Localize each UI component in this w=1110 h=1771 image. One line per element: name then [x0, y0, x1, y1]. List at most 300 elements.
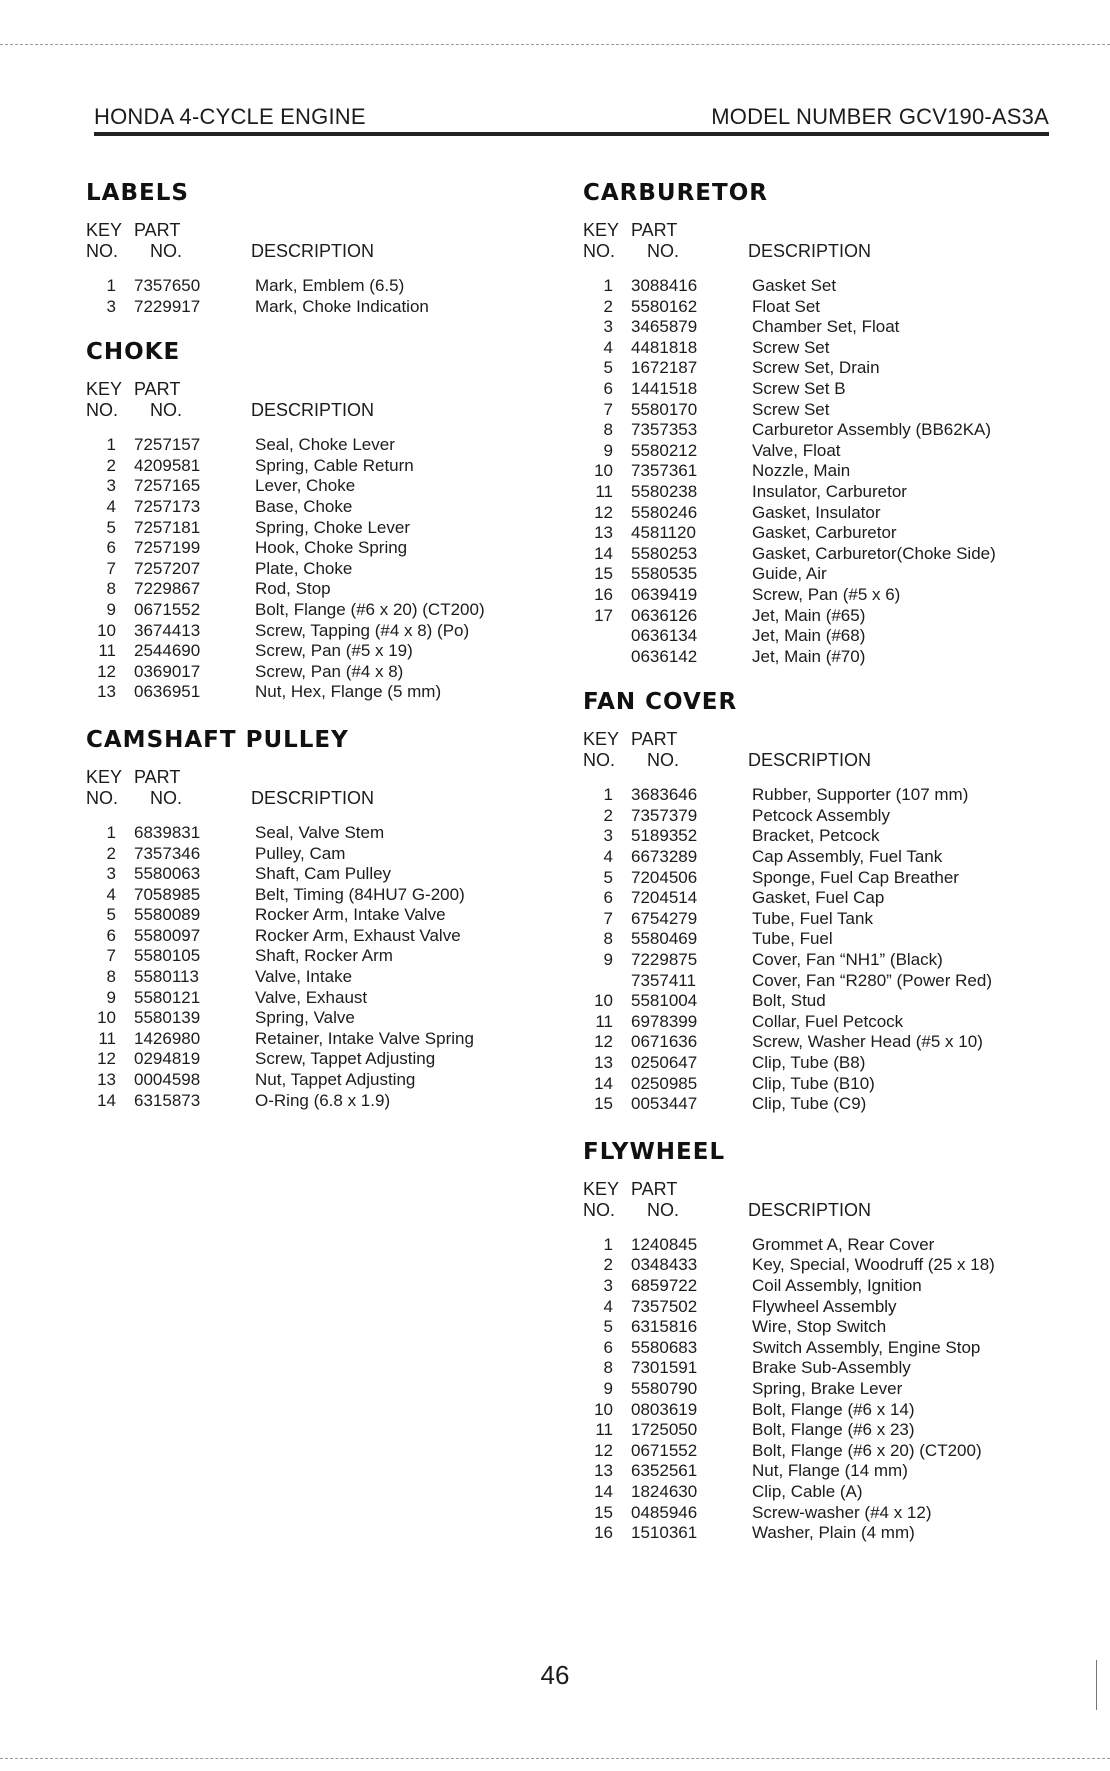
part-no: 0636951	[134, 682, 201, 702]
part-header: PART	[631, 1178, 678, 1199]
key-no: 1	[603, 276, 613, 295]
part-no: 0369017	[134, 661, 201, 681]
key-no: 17	[594, 605, 613, 625]
part-description: Spring, Valve	[255, 1008, 355, 1028]
key-no: 5	[603, 1317, 613, 1337]
part-description: Pulley, Cam	[255, 843, 346, 863]
part-no: 1240845	[631, 1234, 698, 1254]
key-no: 1	[106, 822, 116, 842]
part-no: 3465879	[631, 317, 698, 337]
part-no: 7357411	[631, 970, 696, 990]
part-description: Retainer, Intake Valve Spring	[255, 1028, 474, 1048]
part-no: 7357650	[134, 276, 201, 295]
part-description: O-Ring (6.8 x 1.9)	[255, 1090, 391, 1110]
part-description: Screw Set B	[752, 378, 846, 398]
part-description: Shaft, Rocker Arm	[255, 946, 393, 966]
part-row	[86, 885, 556, 906]
part-row	[86, 1029, 556, 1050]
key-no	[583, 971, 613, 992]
part-row	[86, 864, 556, 885]
key-no: 10	[594, 1399, 613, 1419]
key-no: 11	[595, 1011, 613, 1031]
part-row	[583, 503, 1053, 524]
key-header: KEY	[86, 766, 123, 787]
key-no: 4	[603, 1296, 613, 1316]
part-description: Grommet A, Rear Cover	[752, 1234, 935, 1254]
key-no: 13	[97, 682, 116, 702]
part-no: 0636142	[631, 646, 698, 666]
part-description: Tube, Fuel	[752, 929, 833, 949]
part-header: PART	[134, 379, 181, 400]
part-row	[583, 626, 1053, 647]
part-description: Spring, Choke Lever	[255, 517, 410, 537]
part-no: 5580469	[631, 929, 698, 949]
part-row	[583, 1012, 1053, 1033]
column-headers	[583, 1179, 1053, 1225]
key-no: 3	[106, 864, 116, 884]
part-row	[86, 579, 556, 600]
part-description: Jet, Main (#68)	[752, 626, 866, 646]
part-no: 0671552	[134, 599, 201, 619]
part-description: Clip, Tube (B10)	[752, 1073, 875, 1093]
part-row	[583, 847, 1053, 868]
part-row	[86, 1049, 556, 1070]
part-description: Rocker Arm, Intake Valve	[255, 905, 446, 925]
key-no: 14	[594, 1481, 613, 1501]
part-row	[86, 476, 556, 497]
part-no: 1510361	[631, 1523, 698, 1543]
part-row	[583, 929, 1053, 950]
key-no: 4	[603, 337, 613, 357]
section-carburetor	[583, 180, 1053, 667]
part-description: Carburetor Assembly (BB62KA)	[752, 420, 992, 440]
part-no: 6754279	[631, 908, 698, 928]
part-no-header: NO.	[647, 1199, 680, 1220]
key-no: 12	[594, 502, 613, 522]
description-header: DESCRIPTION	[748, 1199, 872, 1220]
key-no: 15	[594, 564, 613, 584]
key-header: KEY	[583, 1178, 620, 1199]
part-no: 7229867	[134, 579, 201, 599]
part-row	[86, 662, 556, 683]
part-row	[583, 971, 1053, 992]
part-row	[583, 1358, 1053, 1379]
key-no: 10	[594, 991, 613, 1011]
part-description: Valve, Exhaust	[255, 987, 368, 1007]
part-no: 0803619	[631, 1399, 698, 1419]
key-no: 9	[106, 599, 116, 619]
part-no: 3088416	[631, 276, 698, 295]
part-row	[583, 1420, 1053, 1441]
key-no: 15	[594, 1502, 613, 1522]
part-no: 7058985	[134, 884, 201, 904]
part-no: 6673289	[631, 847, 698, 867]
part-no: 7257207	[134, 558, 201, 578]
section-labels	[86, 180, 556, 317]
part-no: 0671636	[631, 1032, 698, 1052]
part-row	[583, 647, 1053, 668]
key-no: 10	[97, 1008, 116, 1028]
key-no: 3	[106, 296, 116, 316]
part-row	[583, 1523, 1053, 1544]
column-headers	[86, 220, 556, 266]
key-no: 1	[106, 435, 116, 455]
model-number: MODEL NUMBER GCV190-AS3A	[711, 104, 1049, 129]
part-row	[583, 564, 1053, 585]
key-no: 11	[595, 481, 613, 501]
key-no: 12	[594, 1032, 613, 1052]
part-description: Wire, Stop Switch	[752, 1317, 887, 1337]
part-description: Cover, Fan “NH1” (Black)	[752, 950, 943, 970]
part-row	[583, 461, 1053, 482]
key-no: 12	[594, 1440, 613, 1460]
key-no: 11	[98, 641, 116, 661]
part-no: 7357361	[631, 461, 698, 481]
section-title: FAN COVER	[583, 689, 738, 716]
part-row	[583, 785, 1053, 806]
part-no: 7204506	[631, 867, 698, 887]
column-headers	[583, 220, 1053, 266]
part-row	[583, 806, 1053, 827]
part-description: Rocker Arm, Exhaust Valve	[255, 925, 461, 945]
part-row	[583, 950, 1053, 971]
part-row	[583, 1053, 1053, 1074]
part-description: Gasket, Carburetor	[752, 523, 897, 543]
right-column	[583, 180, 1053, 1570]
key-no: 6	[106, 925, 116, 945]
key-no: 7	[106, 946, 116, 966]
part-header: PART	[134, 766, 181, 787]
part-description: Sponge, Fuel Cap Breather	[752, 867, 959, 887]
part-no: 6315873	[134, 1090, 201, 1110]
part-row	[86, 538, 556, 559]
part-no: 0636126	[631, 605, 698, 625]
part-row	[583, 1379, 1053, 1400]
part-no-header: NO.	[647, 241, 680, 261]
part-description: Screw Set	[752, 337, 830, 357]
part-row	[86, 621, 556, 642]
part-row	[583, 1461, 1053, 1482]
key-no: 12	[97, 1049, 116, 1069]
column-headers	[86, 379, 556, 425]
part-no: 0250985	[631, 1073, 698, 1093]
part-row	[583, 868, 1053, 889]
part-no: 7257165	[134, 476, 201, 496]
key-no: 16	[594, 1523, 613, 1543]
part-description: Base, Choke	[255, 496, 353, 516]
part-no: 7357502	[631, 1296, 698, 1316]
key-no: 7	[603, 908, 613, 928]
part-no: 0636134	[631, 626, 698, 646]
part-row	[583, 482, 1053, 503]
part-row	[583, 420, 1053, 441]
key-no: 4	[603, 847, 613, 867]
part-no: 7301591	[631, 1358, 698, 1378]
part-no: 0348433	[631, 1255, 698, 1275]
part-description: Belt, Timing (84HU7 G-200)	[255, 884, 465, 904]
section-choke	[86, 339, 556, 703]
engine-title: HONDA 4-CYCLE ENGINE	[94, 104, 366, 129]
part-description: Screw, Washer Head (#5 x 10)	[752, 1032, 983, 1052]
part-description: Gasket, Carburetor(Choke Side)	[752, 543, 996, 563]
part-description: Gasket, Fuel Cap	[752, 888, 885, 908]
section-title: CHOKE	[86, 339, 181, 366]
key-no: 12	[97, 661, 116, 681]
key-header: KEY	[86, 220, 123, 240]
part-description: Bolt, Flange (#6 x 20) (CT200)	[752, 1440, 982, 1460]
key-no: 2	[603, 1255, 613, 1275]
part-row	[583, 338, 1053, 359]
part-description: Screw Set, Drain	[752, 358, 880, 378]
key-no: 8	[603, 929, 613, 949]
key-no: 8	[603, 420, 613, 440]
key-no: 5	[106, 905, 116, 925]
parts-list	[583, 1235, 1053, 1544]
part-description: Screw Set	[752, 399, 830, 419]
part-no: 7357346	[134, 843, 201, 863]
part-description: Petcock Assembly	[752, 805, 890, 825]
column-headers	[86, 767, 556, 813]
part-description: Chamber Set, Float	[752, 317, 900, 337]
part-row	[583, 1276, 1053, 1297]
part-description: Brake Sub-Assembly	[752, 1358, 911, 1378]
part-no: 3674413	[134, 620, 201, 640]
part-row	[583, 1503, 1053, 1524]
part-description: Jet, Main (#65)	[752, 605, 866, 625]
part-row	[583, 1255, 1053, 1276]
part-header: PART	[134, 220, 181, 240]
key-no: 3	[603, 826, 613, 846]
part-no: 5189352	[631, 826, 698, 846]
key-no: 8	[106, 967, 116, 987]
part-row	[583, 826, 1053, 847]
key-no: 13	[594, 1461, 613, 1481]
parts-list	[583, 785, 1053, 1115]
top-dashed-rule	[0, 44, 1110, 45]
part-no: 5580063	[134, 864, 201, 884]
part-row	[583, 1338, 1053, 1359]
part-no: 5580212	[631, 440, 698, 460]
part-row	[583, 1235, 1053, 1256]
part-no: 5580121	[134, 987, 201, 1007]
part-no: 7357353	[631, 420, 698, 440]
part-description: Rod, Stop	[255, 579, 331, 599]
part-no: 5581004	[631, 991, 698, 1011]
part-description: Hook, Choke Spring	[255, 538, 408, 558]
part-description: Clip, Tube (C9)	[752, 1094, 867, 1114]
key-no: 1	[603, 1234, 613, 1254]
part-no: 0294819	[134, 1049, 201, 1069]
part-description: Valve, Intake	[255, 967, 353, 987]
part-description: Nut, Tappet Adjusting	[255, 1070, 416, 1090]
part-no: 5580097	[134, 925, 201, 945]
part-description: Screw, Pan (#4 x 8)	[255, 661, 404, 681]
part-row	[583, 1317, 1053, 1338]
edge-mark	[1096, 1660, 1097, 1710]
key-no: 7	[603, 399, 613, 419]
part-no: 7204514	[631, 888, 698, 908]
description-header: DESCRIPTION	[748, 241, 872, 261]
description-header: DESCRIPTION	[251, 787, 375, 808]
key-no: 3	[106, 476, 116, 496]
part-description: Plate, Choke	[255, 558, 353, 578]
section-title: LABELS	[86, 180, 189, 206]
section-fan-cover	[583, 689, 1053, 1115]
part-no: 6839831	[134, 822, 201, 842]
page-header	[94, 98, 1049, 136]
part-description: Collar, Fuel Petcock	[752, 1011, 904, 1031]
parts-list	[583, 276, 1053, 667]
part-row	[86, 1008, 556, 1029]
part-row	[86, 1091, 556, 1112]
part-row	[583, 909, 1053, 930]
key-no: 4	[106, 884, 116, 904]
part-no: 1824630	[631, 1481, 698, 1501]
part-no-header: NO.	[150, 241, 183, 261]
key-no: 3	[603, 1275, 613, 1295]
part-description: Flywheel Assembly	[752, 1296, 897, 1316]
part-no: 5580162	[631, 296, 698, 316]
part-description: Key, Special, Woodruff (25 x 18)	[752, 1255, 995, 1275]
key-no: 6	[106, 538, 116, 558]
part-no: 5580089	[134, 905, 201, 925]
key-no: 9	[603, 950, 613, 970]
key-no: 6	[603, 888, 613, 908]
part-row	[583, 276, 1053, 297]
part-description: Float Set	[752, 296, 821, 316]
key-no-header: NO.	[86, 400, 119, 421]
key-no: 14	[594, 543, 613, 563]
part-no: 7257181	[134, 517, 201, 537]
left-column	[86, 180, 556, 1137]
part-row	[86, 905, 556, 926]
part-row	[86, 600, 556, 621]
part-no: 1441518	[631, 378, 698, 398]
part-no: 5580105	[134, 946, 201, 966]
part-no: 2544690	[134, 641, 201, 661]
part-description: Nut, Flange (14 mm)	[752, 1461, 908, 1481]
part-description: Jet, Main (#70)	[752, 646, 866, 666]
parts-list	[86, 823, 556, 1111]
key-no: 14	[97, 1090, 116, 1110]
key-header: KEY	[583, 220, 620, 240]
key-no-header: NO.	[86, 241, 119, 261]
part-description: Rubber, Supporter (107 mm)	[752, 785, 969, 805]
key-no: 2	[603, 296, 613, 316]
key-no: 5	[106, 517, 116, 537]
part-row	[583, 441, 1053, 462]
part-no: 5580246	[631, 502, 698, 522]
part-no: 7257199	[134, 538, 201, 558]
part-no: 6315816	[631, 1317, 698, 1337]
part-description: Guide, Air	[752, 564, 827, 584]
key-no-header: NO.	[86, 787, 119, 808]
part-row	[583, 400, 1053, 421]
part-no: 4209581	[134, 455, 201, 475]
key-no: 10	[97, 620, 116, 640]
part-description: Valve, Float	[752, 440, 841, 460]
part-no: 6978399	[631, 1011, 698, 1031]
part-header: PART	[631, 729, 678, 750]
part-row	[583, 358, 1053, 379]
part-no: 5580535	[631, 564, 698, 584]
part-row	[86, 926, 556, 947]
part-row	[86, 518, 556, 539]
part-row	[583, 1400, 1053, 1421]
part-row	[86, 682, 556, 703]
part-no: 0639419	[631, 584, 698, 604]
part-row	[86, 435, 556, 456]
key-no: 6	[603, 378, 613, 398]
part-row	[583, 1297, 1053, 1318]
part-description: Washer, Plain (4 mm)	[752, 1523, 915, 1543]
part-description: Screw, Pan (#5 x 6)	[752, 584, 901, 604]
part-no: 5580790	[631, 1378, 698, 1398]
key-no: 9	[106, 987, 116, 1007]
section-title: FLYWHEEL	[583, 1138, 726, 1165]
part-row	[86, 844, 556, 865]
part-description: Bolt, Flange (#6 x 14)	[752, 1399, 915, 1419]
key-no: 8	[106, 579, 116, 599]
part-no: 5580139	[134, 1008, 201, 1028]
part-row	[583, 1074, 1053, 1095]
part-description: Bolt, Flange (#6 x 23)	[752, 1420, 915, 1440]
part-no-header: NO.	[647, 750, 680, 771]
part-description: Mark, Choke Indication	[255, 296, 429, 316]
part-no: 7229917	[134, 296, 201, 316]
key-no: 13	[97, 1070, 116, 1090]
part-description: Spring, Cable Return	[255, 455, 414, 475]
part-no: 6859722	[631, 1275, 698, 1295]
part-description: Screw, Tappet Adjusting	[255, 1049, 436, 1069]
part-description: Lever, Choke	[255, 476, 356, 496]
part-no: 4581120	[631, 523, 696, 543]
part-description: Screw-washer (#4 x 12)	[752, 1502, 932, 1522]
part-no: 7257157	[134, 435, 201, 455]
part-no: 5580238	[631, 481, 698, 501]
key-no: 9	[603, 440, 613, 460]
part-no: 7229875	[631, 950, 698, 970]
part-description: Coil Assembly, Ignition	[752, 1275, 922, 1295]
part-row	[583, 544, 1053, 565]
key-no-header: NO.	[583, 1199, 616, 1220]
bottom-dashed-rule	[0, 1758, 1110, 1759]
part-no: 0671552	[631, 1440, 698, 1460]
key-header: KEY	[583, 729, 620, 750]
part-row	[86, 946, 556, 967]
key-no: 14	[594, 1073, 613, 1093]
section-camshaft-pulley	[86, 727, 556, 1111]
part-no: 5580113	[134, 967, 199, 987]
key-no	[583, 626, 613, 647]
part-no: 1672187	[631, 358, 698, 378]
part-no-header: NO.	[150, 400, 183, 421]
key-no: 2	[603, 805, 613, 825]
part-header: PART	[631, 220, 678, 240]
section-title: CAMSHAFT PULLEY	[86, 726, 349, 753]
part-description: Screw, Pan (#5 x 19)	[255, 641, 413, 661]
part-description: Bolt, Stud	[752, 991, 826, 1011]
key-no: 2	[106, 843, 116, 863]
key-no: 15	[594, 1094, 613, 1114]
part-row	[583, 1032, 1053, 1053]
part-no: 5580170	[631, 399, 698, 419]
part-row	[583, 991, 1053, 1012]
key-no: 11	[98, 1028, 116, 1048]
key-no: 8	[603, 1358, 613, 1378]
parts-list	[86, 276, 556, 317]
key-no: 3	[603, 317, 613, 337]
